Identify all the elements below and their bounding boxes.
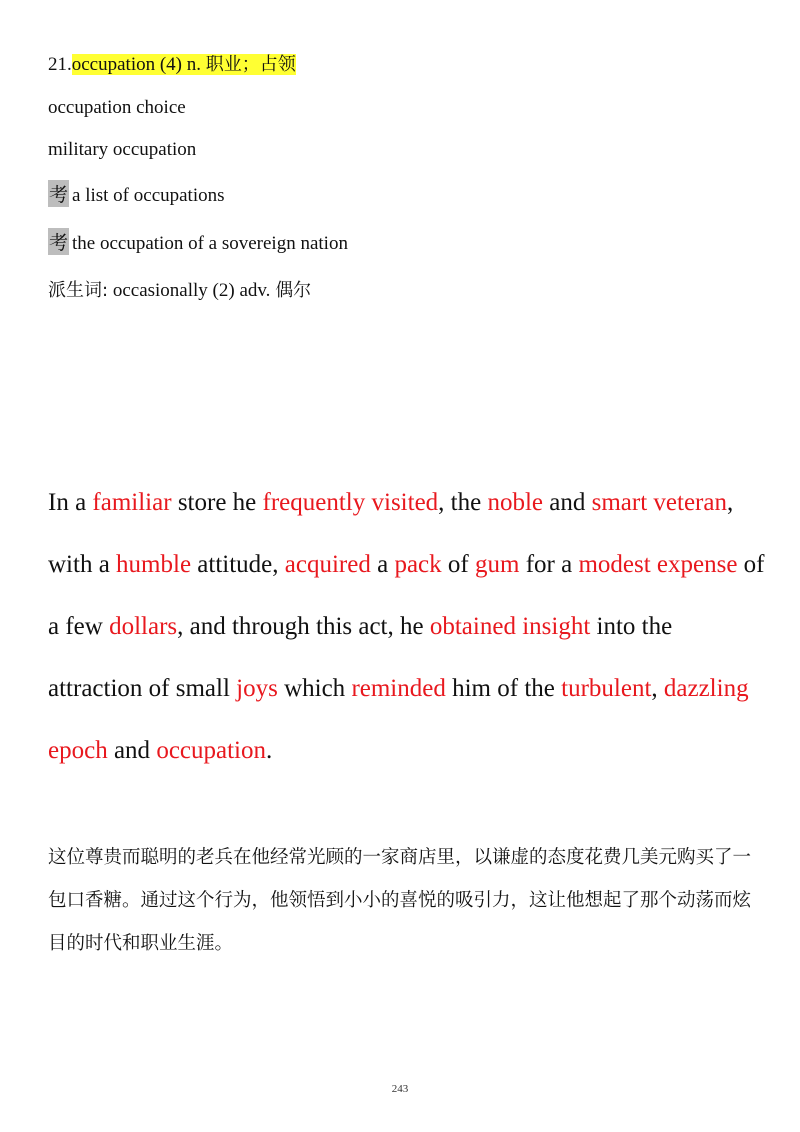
keyword: smart bbox=[591, 489, 648, 516]
keyword: humble bbox=[116, 551, 192, 578]
keyword: familiar bbox=[92, 489, 172, 516]
keyword: occupation bbox=[156, 737, 266, 764]
story-text: and bbox=[107, 737, 157, 764]
keyword: veteran bbox=[653, 489, 727, 516]
story-text: of bbox=[441, 551, 475, 578]
story-text: In a bbox=[48, 489, 93, 516]
story-text: and bbox=[543, 489, 592, 516]
story-translation: 这位尊贵而聪明的老兵在他经常光顾的一家商店里，以谦虚的态度花费几美元购买了一包口香糖。通过这个行为，他领悟到小小的喜悦的吸引力，这让他想起了那个动荡而炫目的时代和职业生涯。 bbox=[48, 847, 752, 954]
keyword: acquired bbox=[284, 551, 371, 578]
phrase-1: occupation choice bbox=[48, 97, 186, 118]
keyword: gum bbox=[474, 551, 520, 578]
story-text: . bbox=[266, 737, 273, 764]
story-text: , and through this act, he bbox=[177, 613, 430, 640]
keyword: modest expense bbox=[578, 551, 738, 578]
keyword: dazzling epoch bbox=[48, 675, 749, 764]
story-text: attitude, bbox=[191, 551, 285, 578]
keyword: obtained insight bbox=[429, 613, 591, 640]
derived-meaning: 偶尔 bbox=[275, 280, 312, 301]
entry-number: 21. bbox=[48, 54, 72, 75]
story-paragraph bbox=[48, 472, 768, 782]
story-text: for a bbox=[519, 551, 579, 578]
story-text: store he bbox=[171, 489, 263, 516]
story-text: into the attraction of small bbox=[48, 613, 673, 702]
derived-label: 派生词: bbox=[48, 280, 109, 301]
derived-word: occasionally (2) adv. bbox=[112, 280, 271, 301]
keyword: joys bbox=[236, 675, 278, 702]
derived-line bbox=[48, 276, 311, 302]
entry-highlight bbox=[72, 54, 296, 75]
keyword: reminded bbox=[351, 675, 446, 702]
story-text: him of the bbox=[445, 675, 562, 702]
page-number: 243 bbox=[391, 1083, 409, 1095]
story-text: , with a bbox=[48, 489, 734, 578]
story-text: of a few bbox=[48, 551, 765, 640]
entry-meaning: 职业；占领 bbox=[205, 54, 296, 75]
keyword: frequently visited bbox=[262, 489, 439, 516]
exam-badge: 考 bbox=[48, 228, 69, 255]
story-text: a bbox=[370, 551, 395, 578]
keyword: pack bbox=[394, 551, 442, 578]
keyword: noble bbox=[487, 489, 544, 516]
story-text: which bbox=[277, 675, 352, 702]
story-text: , bbox=[651, 675, 664, 702]
entry-heading bbox=[48, 50, 296, 76]
phrase-2: military occupation bbox=[48, 139, 197, 160]
exam-item-1 bbox=[48, 180, 225, 207]
entry-word: occupation (4) n. bbox=[71, 54, 202, 75]
keyword: turbulent bbox=[561, 675, 652, 702]
exam-badge: 考 bbox=[48, 180, 69, 207]
keyword: dollars bbox=[109, 613, 178, 640]
story-text: , the bbox=[438, 489, 488, 516]
exam-text: a list of occupations bbox=[72, 185, 225, 206]
exam-text: the occupation of a sovereign nation bbox=[72, 233, 348, 254]
exam-item-2 bbox=[48, 228, 348, 255]
